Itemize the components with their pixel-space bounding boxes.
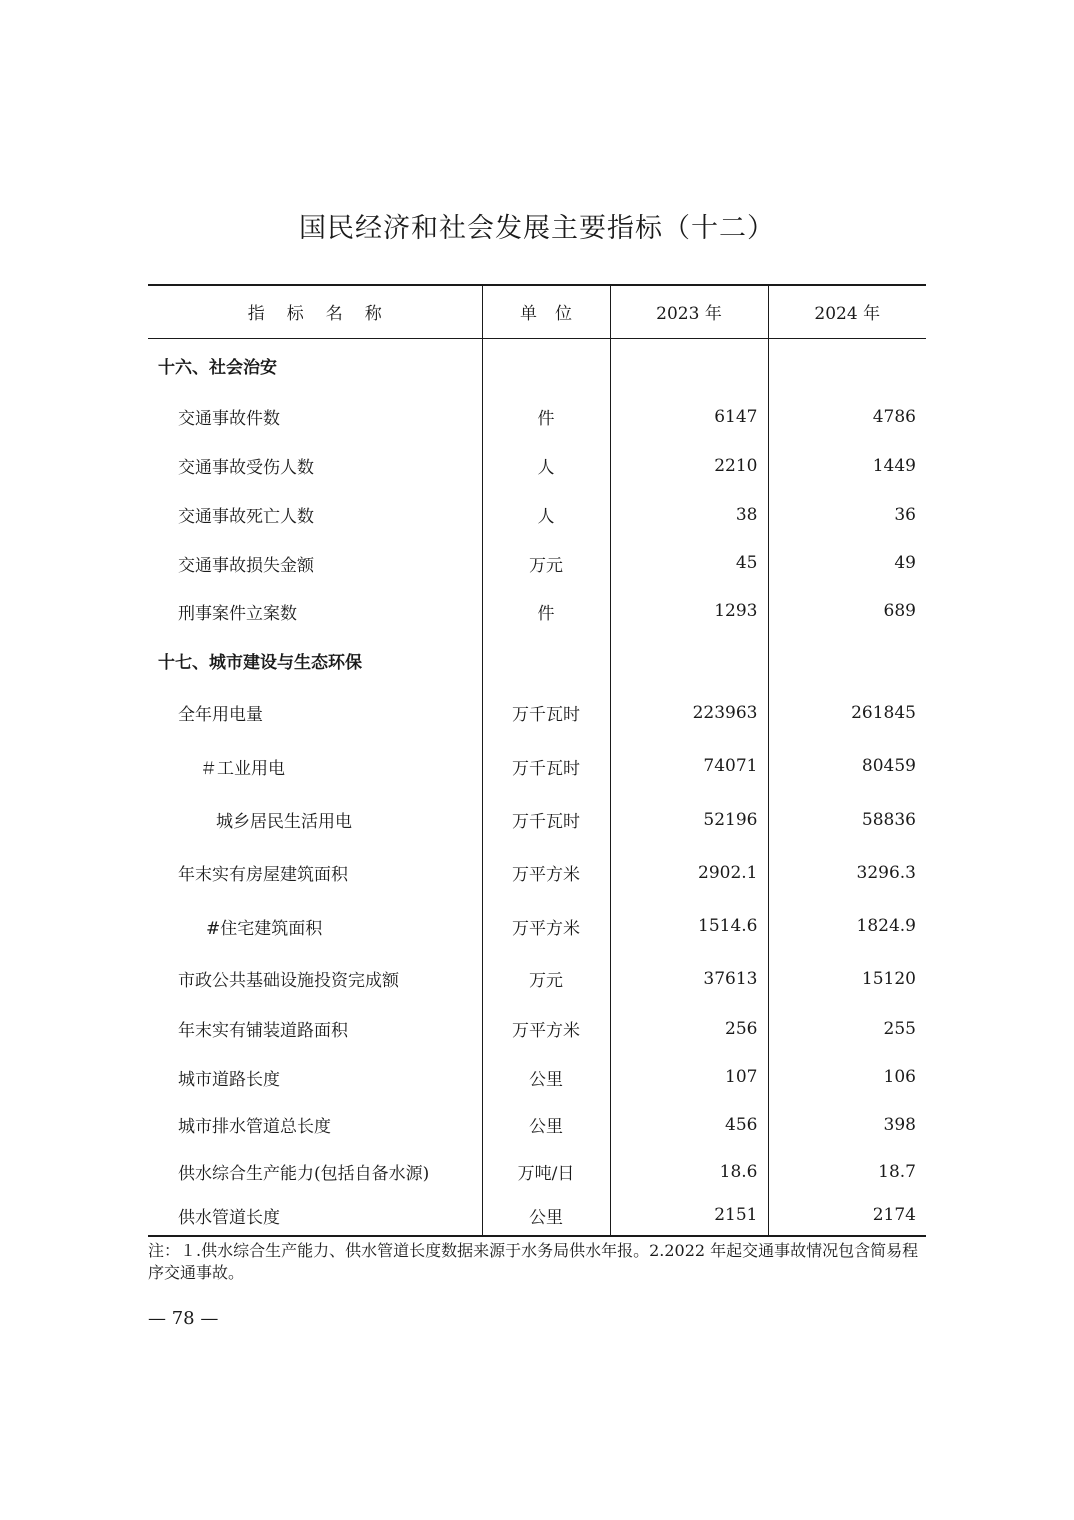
row-2023: 52196 (610, 793, 768, 846)
row-name: 交通事故损失金额 (178, 555, 314, 576)
row-name: 供水综合生产能力(包括自备水源) (178, 1164, 430, 1184)
row-2024: 398 (768, 1101, 926, 1148)
row-unit: 公里 (482, 1195, 610, 1236)
table-header-row (148, 285, 926, 338)
row-2024: 255 (768, 1004, 926, 1053)
header-2024: 2024 年 (768, 285, 926, 338)
row-name: ＃工业用电 (200, 758, 285, 779)
row-2024: 2174 (768, 1195, 926, 1236)
row-2024: 261845 (768, 686, 926, 739)
table-row (148, 490, 926, 539)
table-row (148, 1004, 926, 1053)
row-2023 (610, 338, 768, 392)
row-unit: 万千瓦时 (482, 686, 610, 739)
table-footnote: 注：１.供水综合生产能力、供水管道长度数据来源于水务局供水年报。2.2022 年起交通事故情况包含简易程序交通事故。 (148, 1241, 919, 1282)
row-2023: 74071 (610, 739, 768, 793)
row-unit (482, 338, 610, 392)
row-name: 城乡居民生活用电 (216, 812, 352, 832)
row-2023: 2902.1 (610, 846, 768, 899)
header-unit: 单位 (482, 285, 610, 338)
row-name: 全年用电量 (178, 705, 263, 725)
row-name: 交通事故件数 (178, 409, 280, 429)
row-name: 交通事故受伤人数 (178, 458, 314, 478)
row-name: 城市道路长度 (178, 1069, 280, 1090)
row-unit: 万平方米 (482, 899, 610, 953)
row-name: 年末实有房屋建筑面积 (178, 865, 348, 885)
row-unit (482, 635, 610, 686)
row-unit: 公里 (482, 1101, 610, 1148)
table-row (148, 793, 926, 846)
row-2024: 3296.3 (768, 846, 926, 899)
row-name: 供水管道长度 (148, 1195, 482, 1236)
row-name: 刑事案件立案数 (178, 603, 297, 624)
row-name: 年末实有铺装道路面积 (178, 1021, 348, 1041)
page-number: — 78 — (148, 1308, 219, 1329)
row-2024 (768, 635, 926, 686)
row-name: #住宅建筑面积 (206, 918, 323, 939)
row-2024: 4786 (768, 392, 926, 441)
row-2023: 1514.6 (610, 899, 768, 953)
table-row (148, 1053, 926, 1101)
row-unit: 万千瓦时 (482, 739, 610, 793)
table-row (148, 953, 926, 1004)
header-2023: 2023 年 (610, 285, 768, 338)
row-2024: 1449 (768, 441, 926, 490)
row-2023 (610, 635, 768, 686)
row-2023: 18.6 (610, 1148, 768, 1195)
row-2023: 6147 (610, 392, 768, 441)
row-2023: 223963 (610, 686, 768, 739)
table-row (148, 392, 926, 441)
row-unit: 万平方米 (482, 846, 610, 899)
table-row (148, 539, 926, 587)
row-2024: 36 (768, 490, 926, 539)
row-unit: 人 (482, 490, 610, 539)
row-name: 城市排水管道总长度 (178, 1117, 331, 1137)
row-2024: 1824.9 (768, 899, 926, 953)
row-unit: 件 (482, 587, 610, 635)
table-row (148, 686, 926, 739)
row-2024: 49 (768, 539, 926, 587)
table-row (148, 1101, 926, 1148)
row-unit: 万吨/日 (482, 1148, 610, 1195)
table-row (148, 739, 926, 793)
row-2024: 689 (768, 587, 926, 635)
row-name: 十七、城市建设与生态环保 (158, 653, 362, 673)
row-unit: 万元 (482, 539, 610, 587)
row-2024: 58836 (768, 793, 926, 846)
table-row (148, 899, 926, 953)
row-2023: 2210 (610, 441, 768, 490)
row-unit: 万平方米 (482, 1004, 610, 1053)
indicator-table (148, 284, 926, 1237)
row-2023: 107 (610, 1053, 768, 1101)
table-row (148, 587, 926, 635)
row-name: 市政公共基础设施投资完成额 (178, 971, 399, 991)
row-2023: 256 (610, 1004, 768, 1053)
row-2024: 18.7 (768, 1148, 926, 1195)
row-2023: 37613 (610, 953, 768, 1004)
row-2023: 38 (610, 490, 768, 539)
table-row (148, 635, 926, 686)
row-2023: 45 (610, 539, 768, 587)
row-2023: 1293 (610, 587, 768, 635)
row-unit: 万千瓦时 (482, 793, 610, 846)
row-unit: 公里 (482, 1053, 610, 1101)
table-row (148, 441, 926, 490)
page-title: 国民经济和社会发展主要指标（十二） (299, 213, 775, 244)
table-row (148, 1148, 926, 1195)
row-unit: 人 (482, 441, 610, 490)
row-2023: 2151 (610, 1195, 768, 1236)
row-2023: 456 (610, 1101, 768, 1148)
row-2024: 15120 (768, 953, 926, 1004)
row-2024 (768, 338, 926, 392)
row-2024: 80459 (768, 739, 926, 793)
table-row (148, 338, 926, 392)
row-2024: 106 (768, 1053, 926, 1101)
table-row (148, 846, 926, 899)
header-name: 指标名称 (148, 285, 482, 338)
row-unit: 万元 (482, 953, 610, 1004)
row-name: 交通事故死亡人数 (178, 507, 314, 527)
row-unit: 件 (482, 392, 610, 441)
table-row (148, 1195, 926, 1236)
row-name: 十六、社会治安 (158, 357, 277, 378)
